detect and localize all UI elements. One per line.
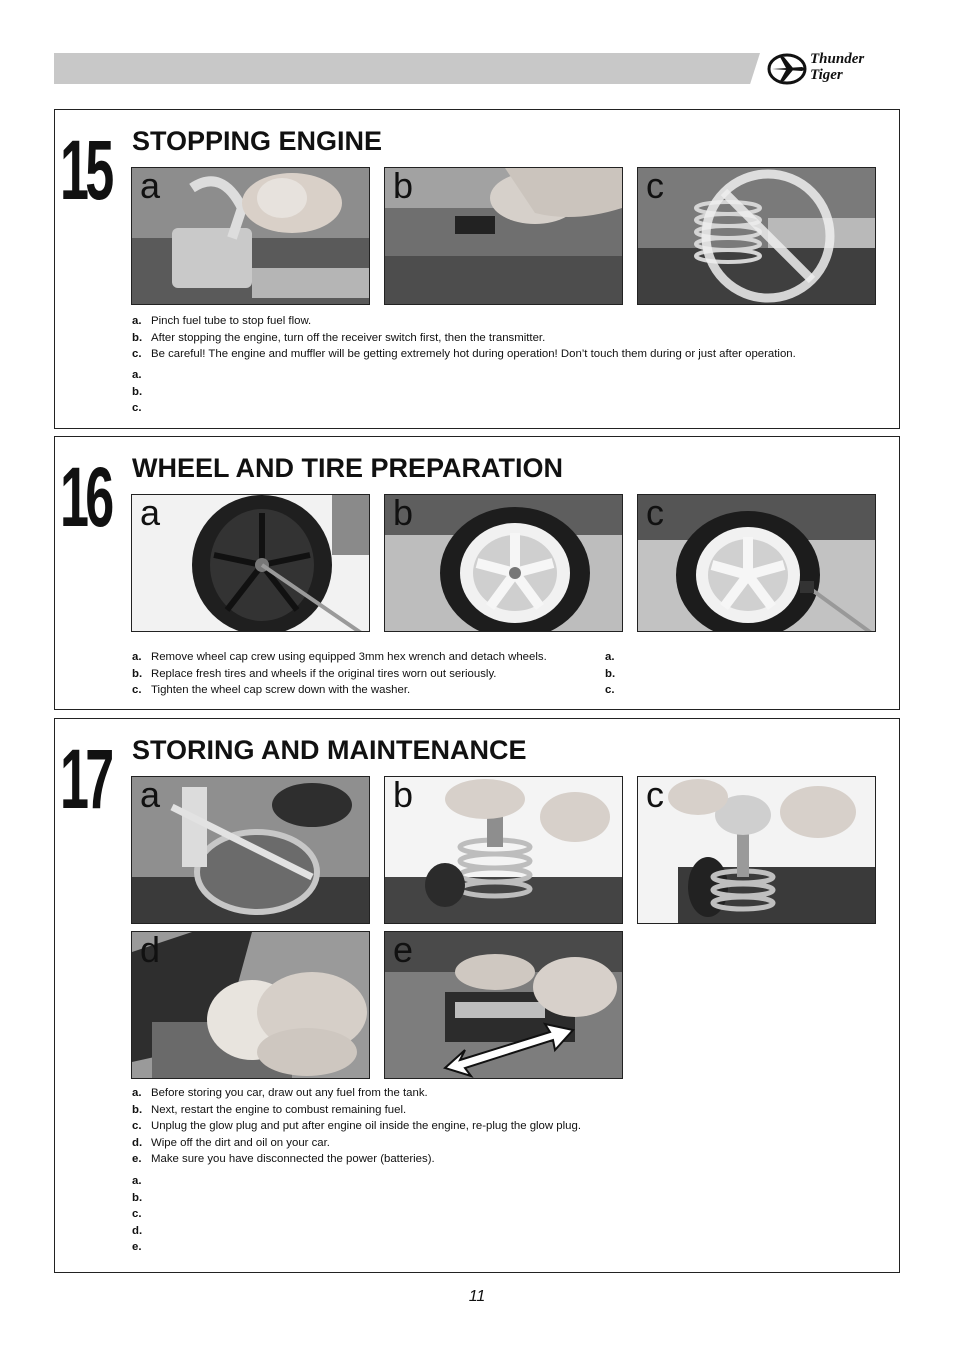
photo-17d: [131, 931, 370, 1079]
restarting-engine-photo: [385, 777, 622, 923]
instruction-item: d. Wipe off the dirt and oil on your car.: [132, 1136, 330, 1149]
thunder-tiger-logo: [766, 50, 902, 88]
instruction-item: b. Next, restart the engine to combust remaining fuel.: [132, 1103, 407, 1116]
instruction-list: [132, 649, 547, 699]
instruction-item: b. After stopping the engine, turn off the receiver switch first, then the transmitter.: [132, 331, 546, 344]
instruction-list: [132, 313, 796, 363]
instruction-item: e. Make sure you have disconnected the power (batteries).: [132, 1153, 435, 1165]
photo-letter: b: [393, 494, 414, 533]
wiping-car-with-cloth-photo: [132, 932, 369, 1078]
photo-letter: c: [646, 167, 664, 206]
step-number: 15: [60, 123, 111, 217]
photo-letter: b: [393, 167, 414, 206]
instruction-list: [132, 1085, 581, 1168]
step-title: STORING AND MAINTENANCE: [132, 735, 527, 765]
instruction-item: c. Be careful! The engine and muffler will be getting extremely hot during operation! Don’t touch them during or just after operation.: [132, 348, 796, 360]
photo-letter: c: [646, 776, 664, 815]
instruction-item: a. Before storing you car, draw out any fuel from the tank.: [132, 1087, 428, 1099]
tightening-wheel-screw-photo: [638, 495, 875, 632]
photo-15c: [637, 167, 876, 305]
fresh-white-wheel-photo: [385, 495, 622, 632]
step-title: STOPPING ENGINE: [132, 126, 383, 156]
page-number: 11: [468, 1288, 486, 1305]
step-16-section: [54, 436, 900, 710]
photo-letter: a: [140, 167, 161, 206]
photo-letter: d: [140, 931, 161, 970]
instruction-item: c. Unplug the glow plug and put after engine oil inside the engine, re-plug the glow plug.: [132, 1120, 581, 1132]
photo-16c: [637, 494, 876, 632]
photo-17b: [384, 776, 623, 924]
receiver-switch-photo: [385, 168, 622, 304]
secondary-label-list: a. b. c.: [132, 369, 143, 414]
hand-pinching-fuel-tube-photo: [132, 168, 369, 304]
glow-plug-wrench-photo: [638, 777, 875, 923]
instruction-item: c. Tighten the wheel cap screw down with the washer.: [132, 684, 411, 696]
photo-letter: a: [140, 494, 161, 533]
step-17-section: [54, 718, 900, 1273]
step-number: 17: [60, 732, 111, 826]
photo-letter: c: [646, 494, 664, 533]
photo-15a: [131, 167, 370, 305]
photo-letter: b: [393, 776, 414, 815]
logo-line-2: Tiger: [810, 67, 843, 83]
step-15-section: [54, 109, 900, 429]
photo-16a: [131, 494, 370, 632]
instruction-item: b. Replace fresh tires and wheels if the original tires worn out seriously.: [132, 667, 497, 680]
secondary-label-list: a. b. c. d. e.: [132, 1175, 143, 1253]
photo-17a: [131, 776, 370, 924]
secondary-label-list: a. b. c.: [605, 651, 616, 696]
removing-batteries-photo: [385, 932, 622, 1078]
photo-16b: [384, 494, 623, 632]
photo-15b: [384, 167, 623, 305]
photo-17e: [384, 931, 623, 1079]
instruction-item: a. Pinch fuel tube to stop fuel flow.: [132, 315, 312, 327]
step-title: WHEEL AND TIRE PREPARATION: [132, 453, 564, 483]
hot-engine-prohibited-photo: [638, 168, 875, 304]
draining-fuel-tank-photo: [132, 777, 369, 923]
header-bar: [54, 53, 760, 84]
photo-letter: a: [140, 776, 161, 815]
photo-17c: [637, 776, 876, 924]
instruction-item: a. Remove wheel cap crew using equipped 3mm hex wrench and detach wheels.: [132, 651, 547, 663]
jet-emblem-icon: [766, 50, 810, 88]
step-number: 16: [60, 450, 111, 544]
photo-letter: e: [393, 931, 414, 970]
logo-line-1: Thunder: [810, 51, 865, 67]
hex-wrench-on-wheel-photo: [132, 495, 369, 632]
